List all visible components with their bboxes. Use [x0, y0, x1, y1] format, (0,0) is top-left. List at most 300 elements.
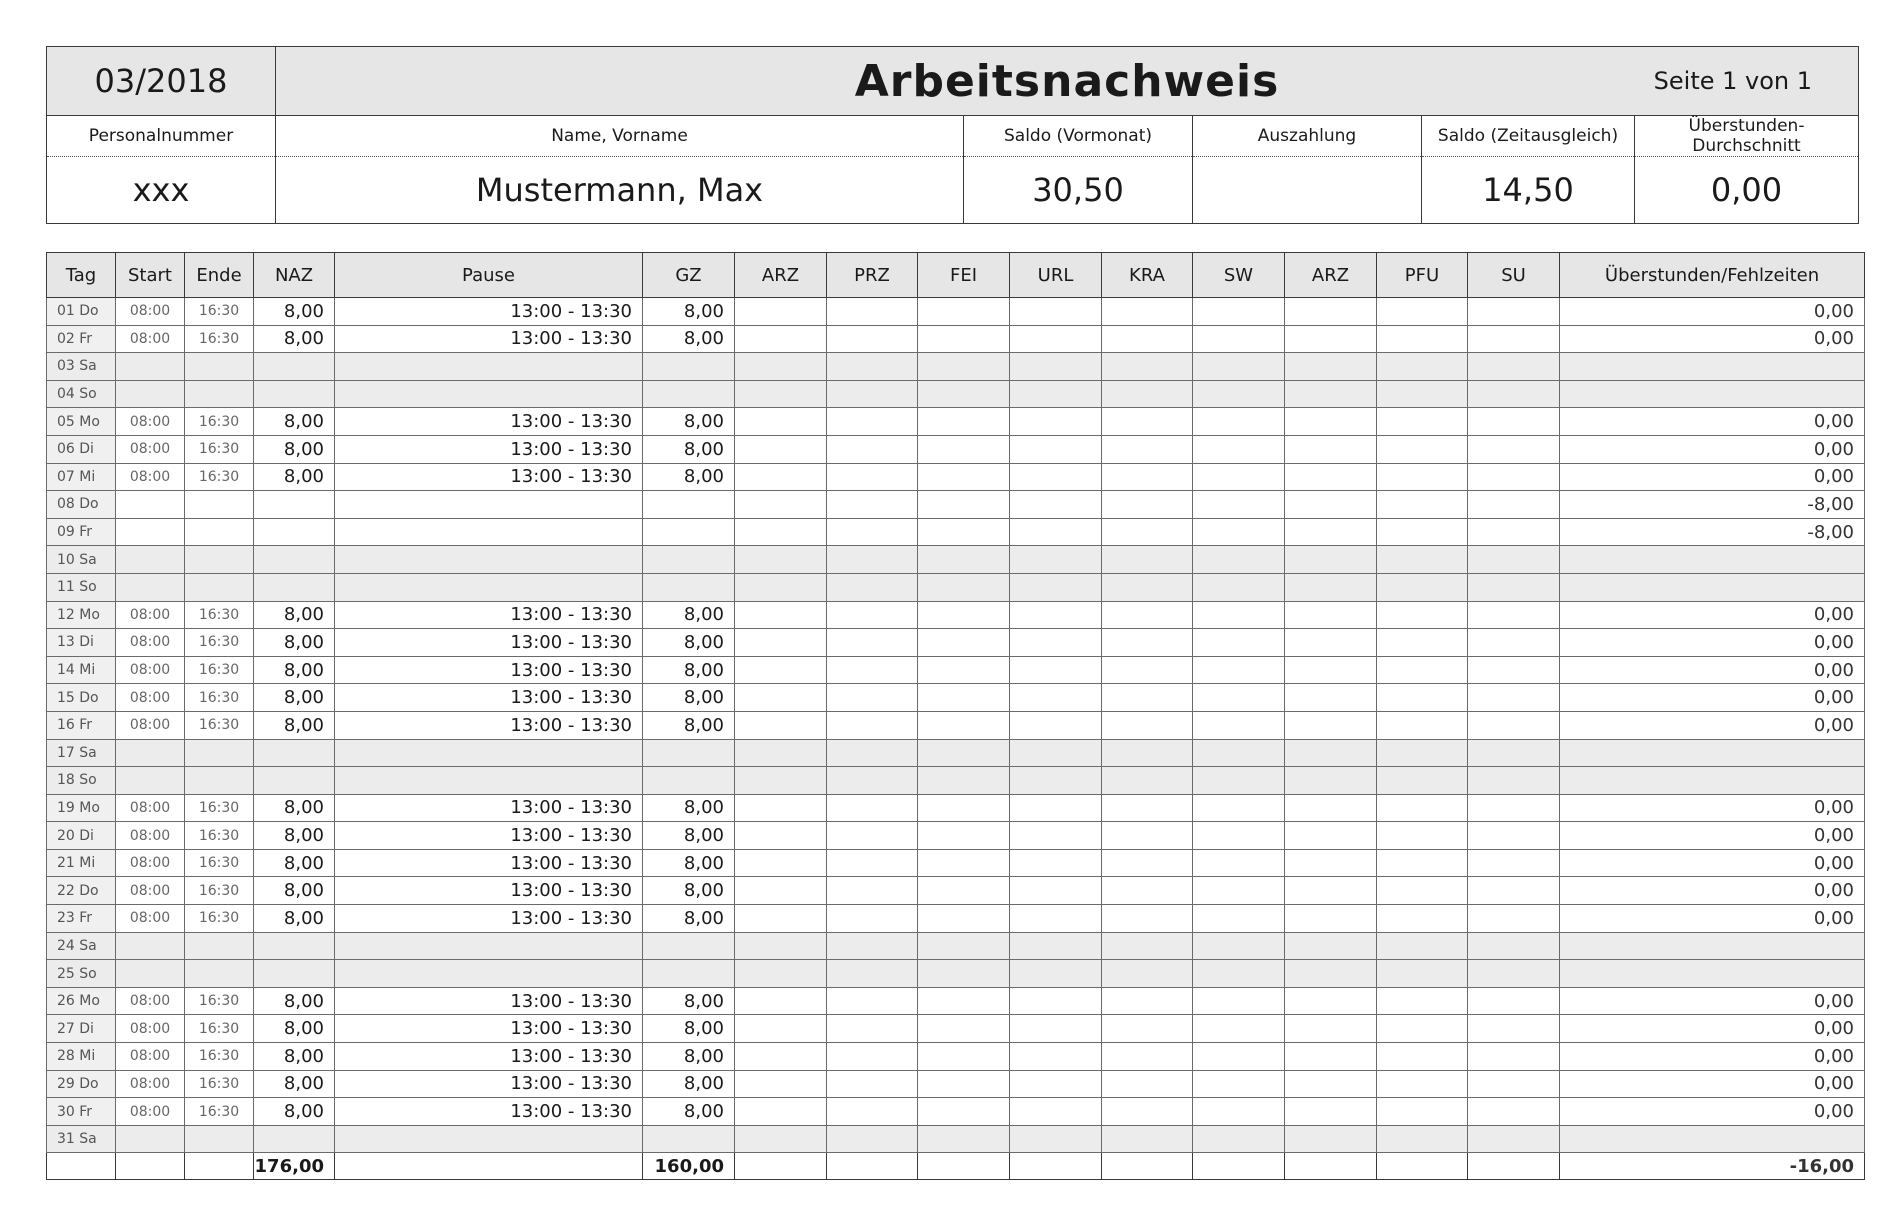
- category-cell: [735, 1043, 827, 1071]
- category-cell: [1377, 491, 1468, 519]
- category-cell: [1102, 629, 1193, 657]
- naz-cell: 8,00: [254, 849, 335, 877]
- category-cell: [1010, 408, 1102, 436]
- category-cell: [1193, 380, 1285, 408]
- category-cell: [918, 298, 1010, 326]
- end-cell: [185, 573, 254, 601]
- category-cell: [1102, 739, 1193, 767]
- category-cell: [1010, 739, 1102, 767]
- saldo-vormonat-value: 30,50: [964, 157, 1193, 224]
- start-cell: [116, 1125, 185, 1153]
- category-cell: [918, 767, 1010, 795]
- category-cell: [1377, 601, 1468, 629]
- totals-empty-cell: [1377, 1153, 1468, 1180]
- category-cell: [1102, 463, 1193, 491]
- category-cell: [1468, 435, 1560, 463]
- category-cell: [1377, 684, 1468, 712]
- category-cell: [1468, 711, 1560, 739]
- start-cell: 08:00: [116, 849, 185, 877]
- category-cell: [1468, 601, 1560, 629]
- ueberstunden-durchschnitt-label: Überstunden-Durchschnitt: [1635, 116, 1859, 157]
- table-row: [47, 877, 1865, 905]
- gz-cell: 8,00: [643, 656, 735, 684]
- pause-cell: [335, 767, 643, 795]
- start-cell: 08:00: [116, 1015, 185, 1043]
- end-cell: 16:30: [185, 711, 254, 739]
- overtime-cell: 0,00: [1560, 794, 1865, 822]
- category-cell: [827, 1015, 918, 1043]
- category-cell: [1285, 711, 1377, 739]
- category-cell: [1010, 601, 1102, 629]
- category-cell: [1468, 822, 1560, 850]
- overtime-cell: 0,00: [1560, 711, 1865, 739]
- total-naz: 176,00: [254, 1153, 335, 1180]
- category-cell: [1285, 491, 1377, 519]
- column-header: NAZ: [254, 253, 335, 298]
- overtime-cell: 0,00: [1560, 298, 1865, 326]
- category-cell: [1102, 1070, 1193, 1098]
- category-cell: [735, 905, 827, 933]
- category-cell: [1468, 987, 1560, 1015]
- category-cell: [1285, 546, 1377, 574]
- category-cell: [1468, 794, 1560, 822]
- category-cell: [1285, 463, 1377, 491]
- ueberstunden-durchschnitt-value: 0,00: [1635, 157, 1859, 224]
- day-cell: 21 Mi: [47, 849, 116, 877]
- category-cell: [1010, 684, 1102, 712]
- gz-cell: [643, 739, 735, 767]
- table-row: [47, 794, 1865, 822]
- category-cell: [1377, 794, 1468, 822]
- saldo-zeitausgleich-label: Saldo (Zeitausgleich): [1422, 116, 1635, 157]
- category-cell: [1193, 1070, 1285, 1098]
- category-cell: [1102, 1043, 1193, 1071]
- category-cell: [1377, 573, 1468, 601]
- pause-cell: [335, 546, 643, 574]
- pause-cell: 13:00 - 13:30: [335, 849, 643, 877]
- gz-cell: 8,00: [643, 711, 735, 739]
- category-cell: [1285, 960, 1377, 988]
- start-cell: 08:00: [116, 325, 185, 353]
- category-cell: [1102, 794, 1193, 822]
- category-cell: [735, 546, 827, 574]
- category-cell: [827, 463, 918, 491]
- start-cell: 08:00: [116, 601, 185, 629]
- category-cell: [1010, 877, 1102, 905]
- category-cell: [1010, 629, 1102, 657]
- pause-cell: [335, 1125, 643, 1153]
- category-cell: [1285, 1098, 1377, 1126]
- category-cell: [1468, 849, 1560, 877]
- category-cell: [918, 408, 1010, 436]
- day-cell: 31 Sa: [47, 1125, 116, 1153]
- category-cell: [1102, 518, 1193, 546]
- category-cell: [1010, 905, 1102, 933]
- pause-cell: 13:00 - 13:30: [335, 684, 643, 712]
- pause-cell: [335, 739, 643, 767]
- table-row: [47, 298, 1865, 326]
- totals-empty-cell: [47, 1153, 116, 1180]
- gz-cell: [643, 960, 735, 988]
- category-cell: [735, 656, 827, 684]
- category-cell: [827, 656, 918, 684]
- category-cell: [1193, 601, 1285, 629]
- category-cell: [1102, 491, 1193, 519]
- column-header: Pause: [335, 253, 643, 298]
- day-cell: 09 Fr: [47, 518, 116, 546]
- pause-cell: 13:00 - 13:30: [335, 711, 643, 739]
- naz-cell: 8,00: [254, 629, 335, 657]
- category-cell: [1193, 739, 1285, 767]
- end-cell: [185, 380, 254, 408]
- category-cell: [1010, 822, 1102, 850]
- category-cell: [1193, 932, 1285, 960]
- end-cell: 16:30: [185, 1043, 254, 1071]
- category-cell: [1010, 987, 1102, 1015]
- category-cell: [827, 849, 918, 877]
- category-cell: [735, 960, 827, 988]
- category-cell: [1010, 849, 1102, 877]
- overtime-cell: [1560, 767, 1865, 795]
- day-cell: 10 Sa: [47, 546, 116, 574]
- category-cell: [735, 794, 827, 822]
- naz-cell: [254, 380, 335, 408]
- day-cell: 17 Sa: [47, 739, 116, 767]
- end-cell: 16:30: [185, 298, 254, 326]
- category-cell: [1010, 463, 1102, 491]
- category-cell: [1377, 987, 1468, 1015]
- overtime-cell: [1560, 353, 1865, 381]
- category-cell: [1285, 987, 1377, 1015]
- category-cell: [1193, 573, 1285, 601]
- gz-cell: [643, 546, 735, 574]
- pause-cell: 13:00 - 13:30: [335, 987, 643, 1015]
- category-cell: [1285, 629, 1377, 657]
- category-cell: [1285, 435, 1377, 463]
- category-cell: [918, 325, 1010, 353]
- category-cell: [1468, 1070, 1560, 1098]
- end-cell: 16:30: [185, 1015, 254, 1043]
- overtime-cell: 0,00: [1560, 408, 1865, 436]
- category-cell: [1468, 905, 1560, 933]
- category-cell: [735, 684, 827, 712]
- category-cell: [827, 877, 918, 905]
- start-cell: 08:00: [116, 1070, 185, 1098]
- start-cell: [116, 932, 185, 960]
- category-cell: [1010, 1043, 1102, 1071]
- category-cell: [1193, 353, 1285, 381]
- table-row: [47, 573, 1865, 601]
- category-cell: [827, 435, 918, 463]
- category-cell: [1285, 656, 1377, 684]
- end-cell: [185, 932, 254, 960]
- category-cell: [1010, 960, 1102, 988]
- category-cell: [1377, 822, 1468, 850]
- category-cell: [1377, 463, 1468, 491]
- naz-cell: [254, 960, 335, 988]
- pause-cell: [335, 932, 643, 960]
- category-cell: [1193, 711, 1285, 739]
- category-cell: [1010, 1125, 1102, 1153]
- category-cell: [1102, 960, 1193, 988]
- category-cell: [1102, 601, 1193, 629]
- overtime-cell: -8,00: [1560, 518, 1865, 546]
- naz-cell: 8,00: [254, 408, 335, 436]
- category-cell: [735, 629, 827, 657]
- category-cell: [1102, 822, 1193, 850]
- table-row: [47, 380, 1865, 408]
- naz-cell: [254, 573, 335, 601]
- pause-cell: [335, 518, 643, 546]
- category-cell: [1285, 684, 1377, 712]
- category-cell: [1193, 656, 1285, 684]
- category-cell: [1010, 794, 1102, 822]
- category-cell: [1377, 932, 1468, 960]
- overtime-cell: 0,00: [1560, 656, 1865, 684]
- category-cell: [1010, 298, 1102, 326]
- day-cell: 18 So: [47, 767, 116, 795]
- category-cell: [735, 298, 827, 326]
- category-cell: [918, 822, 1010, 850]
- gz-cell: 8,00: [643, 463, 735, 491]
- end-cell: 16:30: [185, 463, 254, 491]
- table-row: [47, 739, 1865, 767]
- day-cell: 27 Di: [47, 1015, 116, 1043]
- start-cell: 08:00: [116, 877, 185, 905]
- naz-cell: 8,00: [254, 435, 335, 463]
- category-cell: [918, 739, 1010, 767]
- table-row: [47, 1098, 1865, 1126]
- naz-cell: 8,00: [254, 684, 335, 712]
- category-cell: [735, 877, 827, 905]
- start-cell: 08:00: [116, 711, 185, 739]
- category-cell: [1377, 1043, 1468, 1071]
- category-cell: [827, 960, 918, 988]
- category-cell: [1468, 1098, 1560, 1126]
- category-cell: [1285, 408, 1377, 436]
- category-cell: [1193, 877, 1285, 905]
- category-cell: [1285, 877, 1377, 905]
- naz-cell: 8,00: [254, 711, 335, 739]
- category-cell: [1102, 435, 1193, 463]
- totals-empty-cell: [185, 1153, 254, 1180]
- table-row: [47, 932, 1865, 960]
- start-cell: 08:00: [116, 684, 185, 712]
- naz-cell: 8,00: [254, 325, 335, 353]
- table-row: [47, 518, 1865, 546]
- start-cell: [116, 739, 185, 767]
- gz-cell: [643, 353, 735, 381]
- category-cell: [1468, 877, 1560, 905]
- overtime-cell: [1560, 380, 1865, 408]
- category-cell: [827, 767, 918, 795]
- category-cell: [827, 987, 918, 1015]
- pause-cell: [335, 960, 643, 988]
- end-cell: [185, 353, 254, 381]
- start-cell: 08:00: [116, 794, 185, 822]
- naz-cell: 8,00: [254, 1015, 335, 1043]
- gz-cell: 8,00: [643, 1098, 735, 1126]
- auszahlung-label: Auszahlung: [1193, 116, 1422, 157]
- timesheet-body: [47, 298, 1865, 1153]
- day-cell: 16 Fr: [47, 711, 116, 739]
- naz-cell: [254, 546, 335, 574]
- category-cell: [827, 739, 918, 767]
- end-cell: 16:30: [185, 822, 254, 850]
- category-cell: [1468, 325, 1560, 353]
- totals-empty-cell: [1102, 1153, 1193, 1180]
- totals-empty-cell: [1010, 1153, 1102, 1180]
- gz-cell: 8,00: [643, 325, 735, 353]
- overtime-cell: 0,00: [1560, 987, 1865, 1015]
- pause-cell: 13:00 - 13:30: [335, 822, 643, 850]
- end-cell: 16:30: [185, 656, 254, 684]
- gz-cell: [643, 518, 735, 546]
- overtime-cell: 0,00: [1560, 325, 1865, 353]
- gz-cell: 8,00: [643, 408, 735, 436]
- naz-cell: 8,00: [254, 1043, 335, 1071]
- pause-cell: [335, 491, 643, 519]
- table-row: [47, 408, 1865, 436]
- column-header: SU: [1468, 253, 1560, 298]
- table-row: [47, 1070, 1865, 1098]
- category-cell: [1468, 518, 1560, 546]
- totals-empty-cell: [1468, 1153, 1560, 1180]
- category-cell: [1193, 684, 1285, 712]
- category-cell: [1010, 380, 1102, 408]
- category-cell: [1285, 325, 1377, 353]
- end-cell: 16:30: [185, 794, 254, 822]
- day-cell: 12 Mo: [47, 601, 116, 629]
- table-row: [47, 656, 1865, 684]
- naz-cell: 8,00: [254, 794, 335, 822]
- category-cell: [1468, 739, 1560, 767]
- column-header-row: [47, 253, 1865, 298]
- category-cell: [735, 1125, 827, 1153]
- category-cell: [918, 1043, 1010, 1071]
- day-cell: 07 Mi: [47, 463, 116, 491]
- category-cell: [735, 573, 827, 601]
- category-cell: [735, 325, 827, 353]
- auszahlung-value: [1193, 157, 1422, 224]
- category-cell: [735, 491, 827, 519]
- overtime-cell: 0,00: [1560, 877, 1865, 905]
- category-cell: [1377, 546, 1468, 574]
- start-cell: 08:00: [116, 1043, 185, 1071]
- table-row: [47, 767, 1865, 795]
- gz-cell: 8,00: [643, 822, 735, 850]
- category-cell: [1193, 435, 1285, 463]
- category-cell: [1102, 684, 1193, 712]
- timesheet-table: [46, 252, 1865, 1180]
- category-cell: [1285, 1015, 1377, 1043]
- gz-cell: [643, 932, 735, 960]
- category-cell: [1377, 518, 1468, 546]
- category-cell: [1285, 1070, 1377, 1098]
- column-header: ARZ: [735, 253, 827, 298]
- overtime-cell: [1560, 573, 1865, 601]
- category-cell: [1468, 546, 1560, 574]
- page-title: Arbeitsnachweis: [854, 55, 1280, 107]
- start-cell: 08:00: [116, 987, 185, 1015]
- naz-cell: 8,00: [254, 877, 335, 905]
- category-cell: [827, 546, 918, 574]
- totals-empty-cell: [918, 1153, 1010, 1180]
- naz-cell: 8,00: [254, 601, 335, 629]
- category-cell: [918, 877, 1010, 905]
- category-cell: [1468, 491, 1560, 519]
- category-cell: [1193, 767, 1285, 795]
- category-cell: [1010, 1070, 1102, 1098]
- totals-empty-cell: [116, 1153, 185, 1180]
- category-cell: [1468, 1043, 1560, 1071]
- category-cell: [1193, 1125, 1285, 1153]
- category-cell: [1102, 353, 1193, 381]
- category-cell: [827, 1043, 918, 1071]
- category-cell: [918, 573, 1010, 601]
- overtime-cell: [1560, 960, 1865, 988]
- category-cell: [1468, 380, 1560, 408]
- category-cell: [918, 546, 1010, 574]
- day-cell: 26 Mo: [47, 987, 116, 1015]
- end-cell: [185, 739, 254, 767]
- category-cell: [1010, 932, 1102, 960]
- gz-cell: 8,00: [643, 1043, 735, 1071]
- column-header: GZ: [643, 253, 735, 298]
- category-cell: [1102, 546, 1193, 574]
- category-cell: [1193, 298, 1285, 326]
- category-cell: [735, 601, 827, 629]
- total-overtime: -16,00: [1560, 1153, 1865, 1180]
- table-row: [47, 546, 1865, 574]
- gz-cell: [643, 491, 735, 519]
- overtime-cell: 0,00: [1560, 1098, 1865, 1126]
- gz-cell: [643, 767, 735, 795]
- naz-cell: 8,00: [254, 298, 335, 326]
- category-cell: [1377, 1125, 1468, 1153]
- category-cell: [918, 1098, 1010, 1126]
- pause-cell: [335, 380, 643, 408]
- column-header: KRA: [1102, 253, 1193, 298]
- overtime-cell: 0,00: [1560, 629, 1865, 657]
- day-cell: 20 Di: [47, 822, 116, 850]
- category-cell: [735, 435, 827, 463]
- category-cell: [735, 380, 827, 408]
- category-cell: [1377, 380, 1468, 408]
- category-cell: [1285, 353, 1377, 381]
- category-cell: [918, 960, 1010, 988]
- category-cell: [1010, 767, 1102, 795]
- gz-cell: 8,00: [643, 298, 735, 326]
- category-cell: [1010, 325, 1102, 353]
- category-cell: [918, 518, 1010, 546]
- column-header: PFU: [1377, 253, 1468, 298]
- pause-cell: 13:00 - 13:30: [335, 794, 643, 822]
- category-cell: [1377, 325, 1468, 353]
- totals-empty-cell: [1285, 1153, 1377, 1180]
- category-cell: [1193, 491, 1285, 519]
- category-cell: [918, 849, 1010, 877]
- naz-cell: [254, 739, 335, 767]
- end-cell: 16:30: [185, 877, 254, 905]
- end-cell: 16:30: [185, 629, 254, 657]
- saldo-vormonat-label: Saldo (Vormonat): [964, 116, 1193, 157]
- category-cell: [827, 629, 918, 657]
- category-cell: [1102, 932, 1193, 960]
- category-cell: [918, 1015, 1010, 1043]
- category-cell: [1377, 849, 1468, 877]
- category-cell: [1193, 629, 1285, 657]
